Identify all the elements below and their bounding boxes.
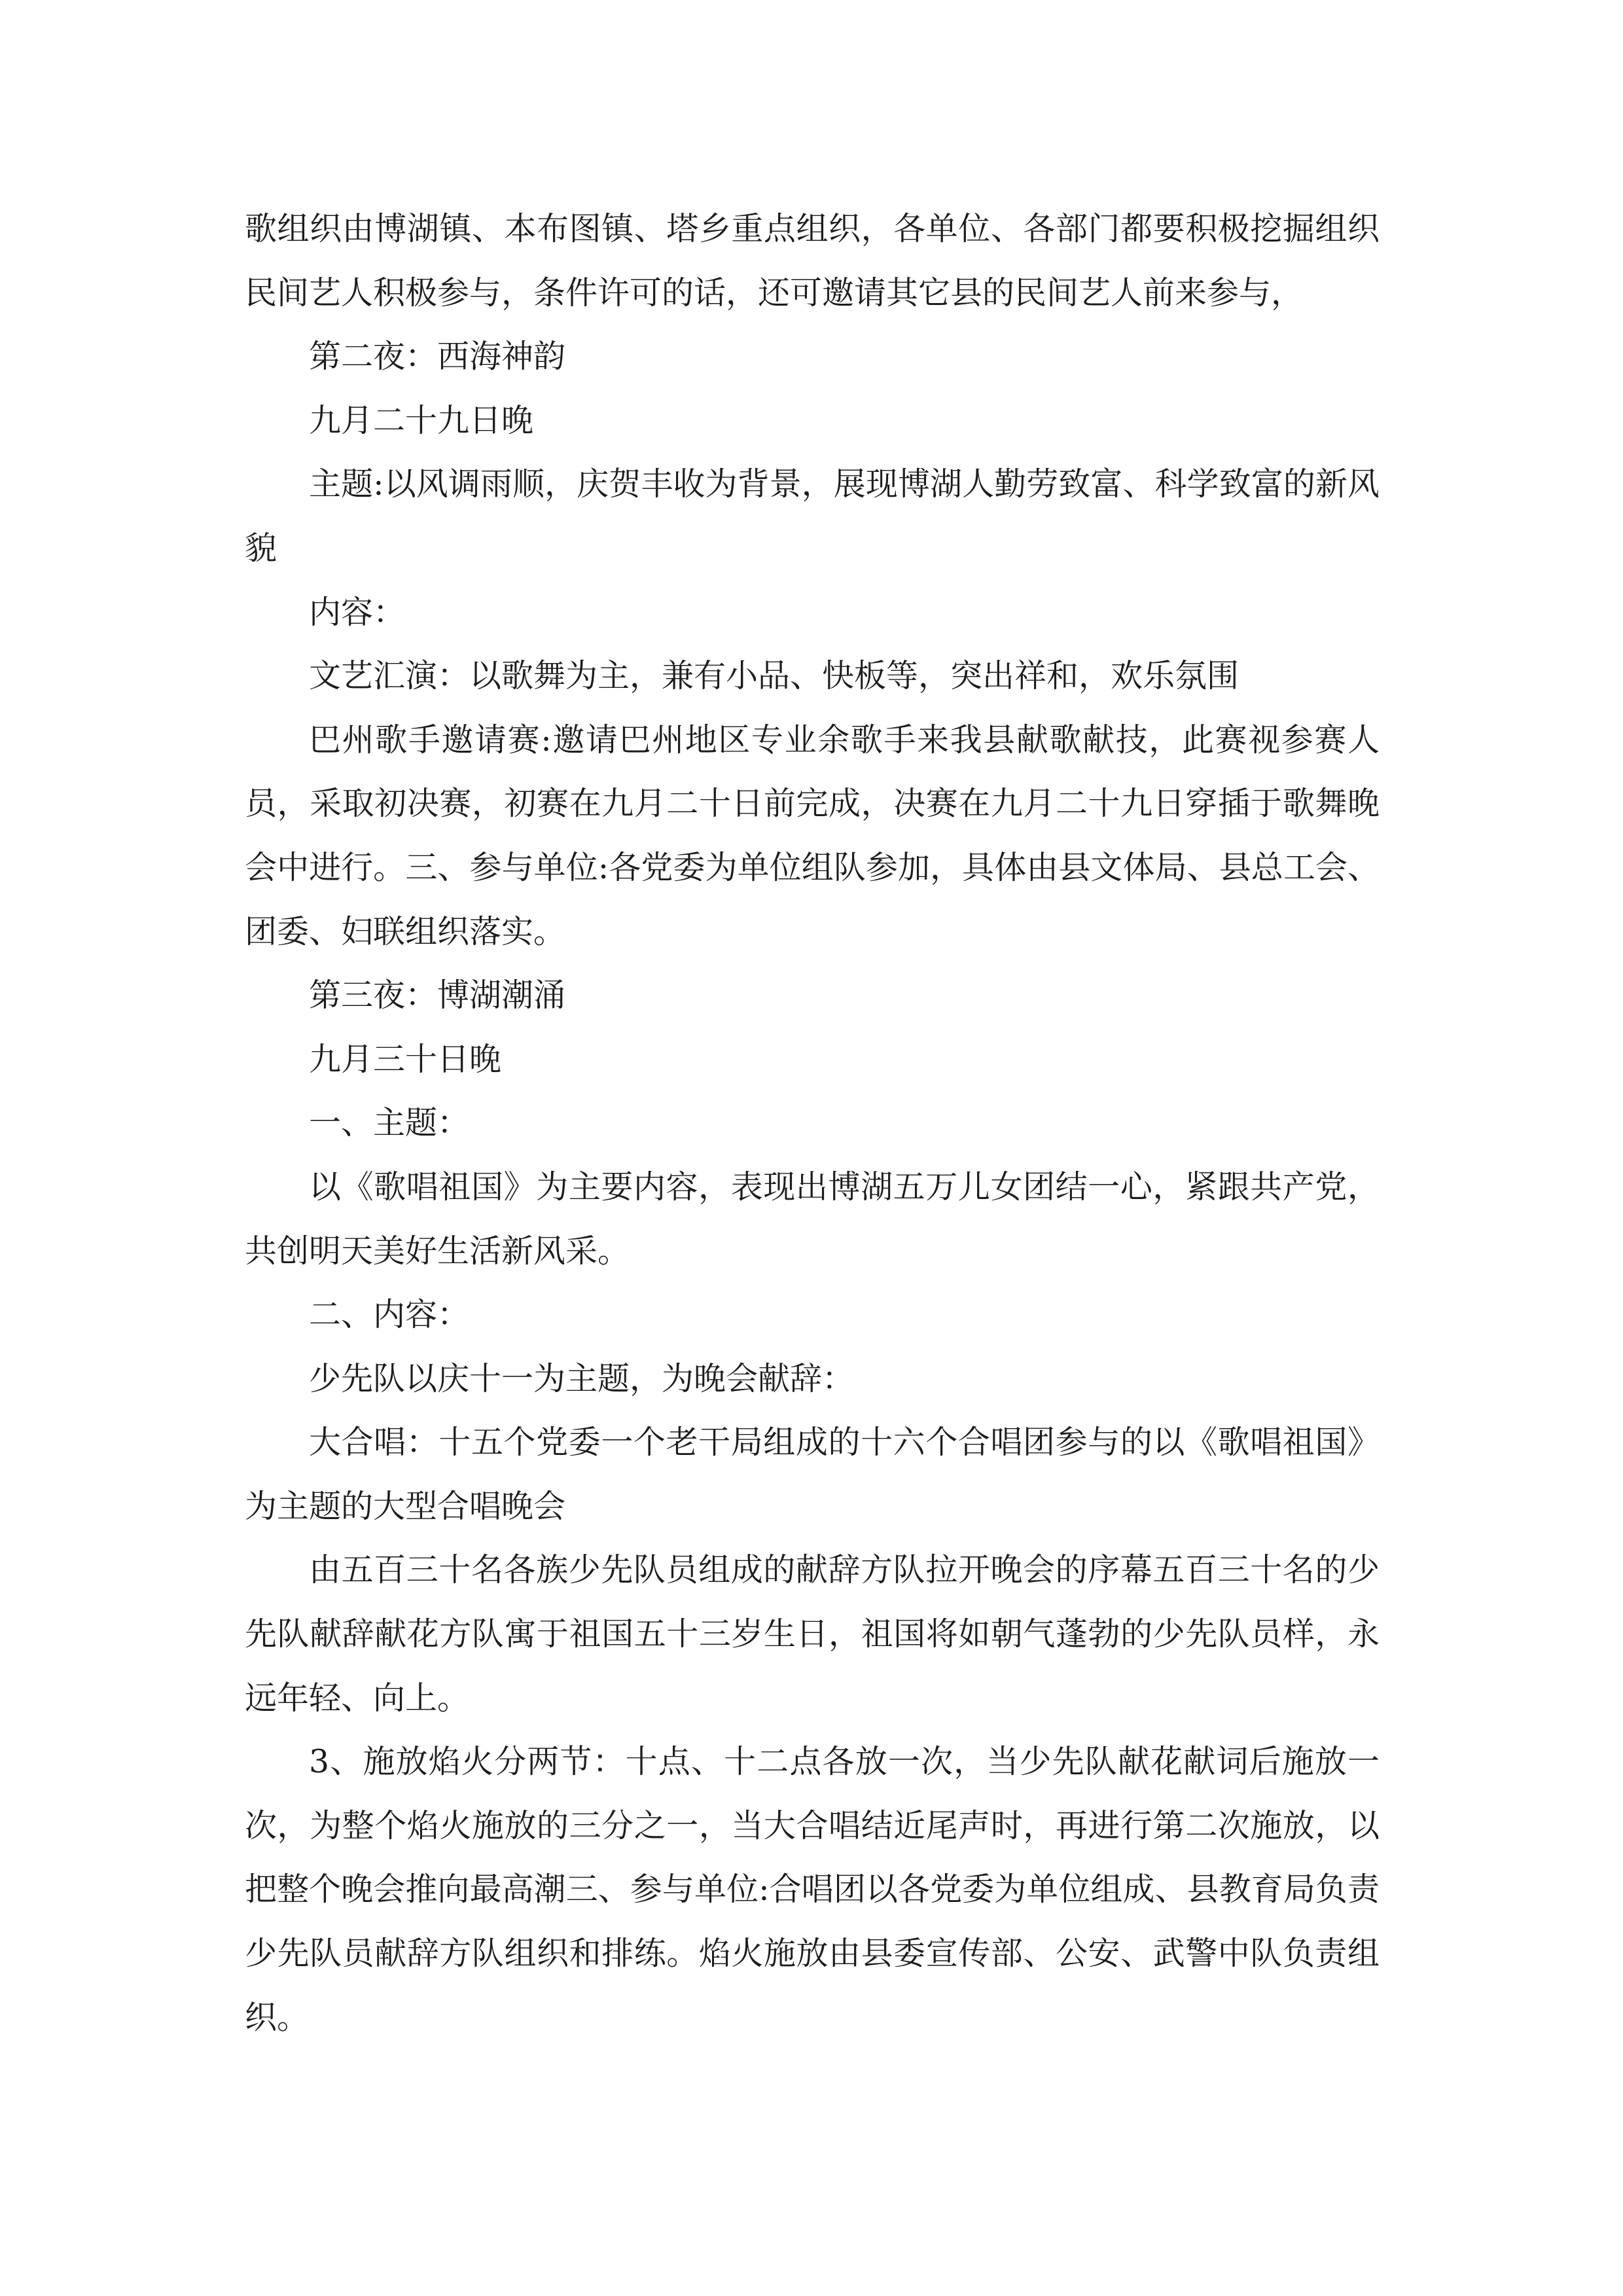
document-body xyxy=(245,197,1380,2049)
paragraph-fireworks: 3、施放焰火分两节：十点、十二点各放一次，当少先队献花献词后施放一次，为整个焰火施放的三分之一，当大合唱结近尾声时，再进行第二次施放，以把整个晚会推向最高潮三、参与单位:合唱团以各党委为单位组成、县教育局负责少先队员献辞方队组织和排练。焰火施放由县委宣传部、公安、武警中队负责组织。 xyxy=(245,1743,1380,2036)
paragraph-performance: 文艺汇演：以歌舞为主，兼有小品、快板等，突出祥和，欢乐氛围 xyxy=(309,657,1240,695)
heading-second-night: 第二夜：西海神韵 xyxy=(309,338,566,376)
heading-third-night: 第三夜：博湖潮涌 xyxy=(309,977,566,1014)
label-theme: 一、主题： xyxy=(309,1104,470,1142)
label-content-third-night: 二、内容： xyxy=(309,1296,470,1334)
paragraph-theme-third-night: 以《歌唱祖国》为主要内容，表现出博湖五万儿女团结一心，紧跟共产党，共创明天美好生活新风采。 xyxy=(245,1168,1380,1270)
paragraph-singer-contest: 巴州歌手邀请赛:邀请巴州地区专业余歌手来我县献歌献技，此赛视参赛人员，采取初决赛，初赛在九月二十日前完成，决赛在九月二十九日穿插于歌舞晚会中进行。三、参与单位:各党委为单位组队参加，具体由县文体局、县总工会、团委、妇联组织落实。 xyxy=(245,721,1380,950)
paragraph-theme-second-night: 主题:以风调雨顺，庆贺丰收为背景，展现博湖人勤劳致富、科学致富的新风貌 xyxy=(245,465,1380,567)
date-third-night: 九月三十日晚 xyxy=(309,1040,502,1078)
date-second-night: 九月二十九日晚 xyxy=(309,401,534,439)
paragraph-dedication-team: 由五百三十名各族少先队员组成的献辞方队拉开晚会的序幕五百三十名的少先队献辞献花方队寓于祖国五十三岁生日，祖国将如朝气蓬勃的少先队员样，永远年轻、向上。 xyxy=(245,1551,1380,1717)
paragraph-continuation: 歌组织由博湖镇、本布图镇、塔乡重点组织，各单位、各部门都要积极挖掘组织民间艺人积极参与，条件许可的话，还可邀请其它县的民间艺人前来参与， xyxy=(245,210,1380,312)
paragraph-young-pioneers: 少先队以庆十一为主题，为晚会献辞： xyxy=(309,1359,855,1397)
label-content: 内容： xyxy=(309,593,406,631)
paragraph-chorus: 大合唱：十五个党委一个老干局组成的十六个合唱团参与的以《歌唱祖国》为主题的大型合唱晚会 xyxy=(245,1424,1380,1525)
